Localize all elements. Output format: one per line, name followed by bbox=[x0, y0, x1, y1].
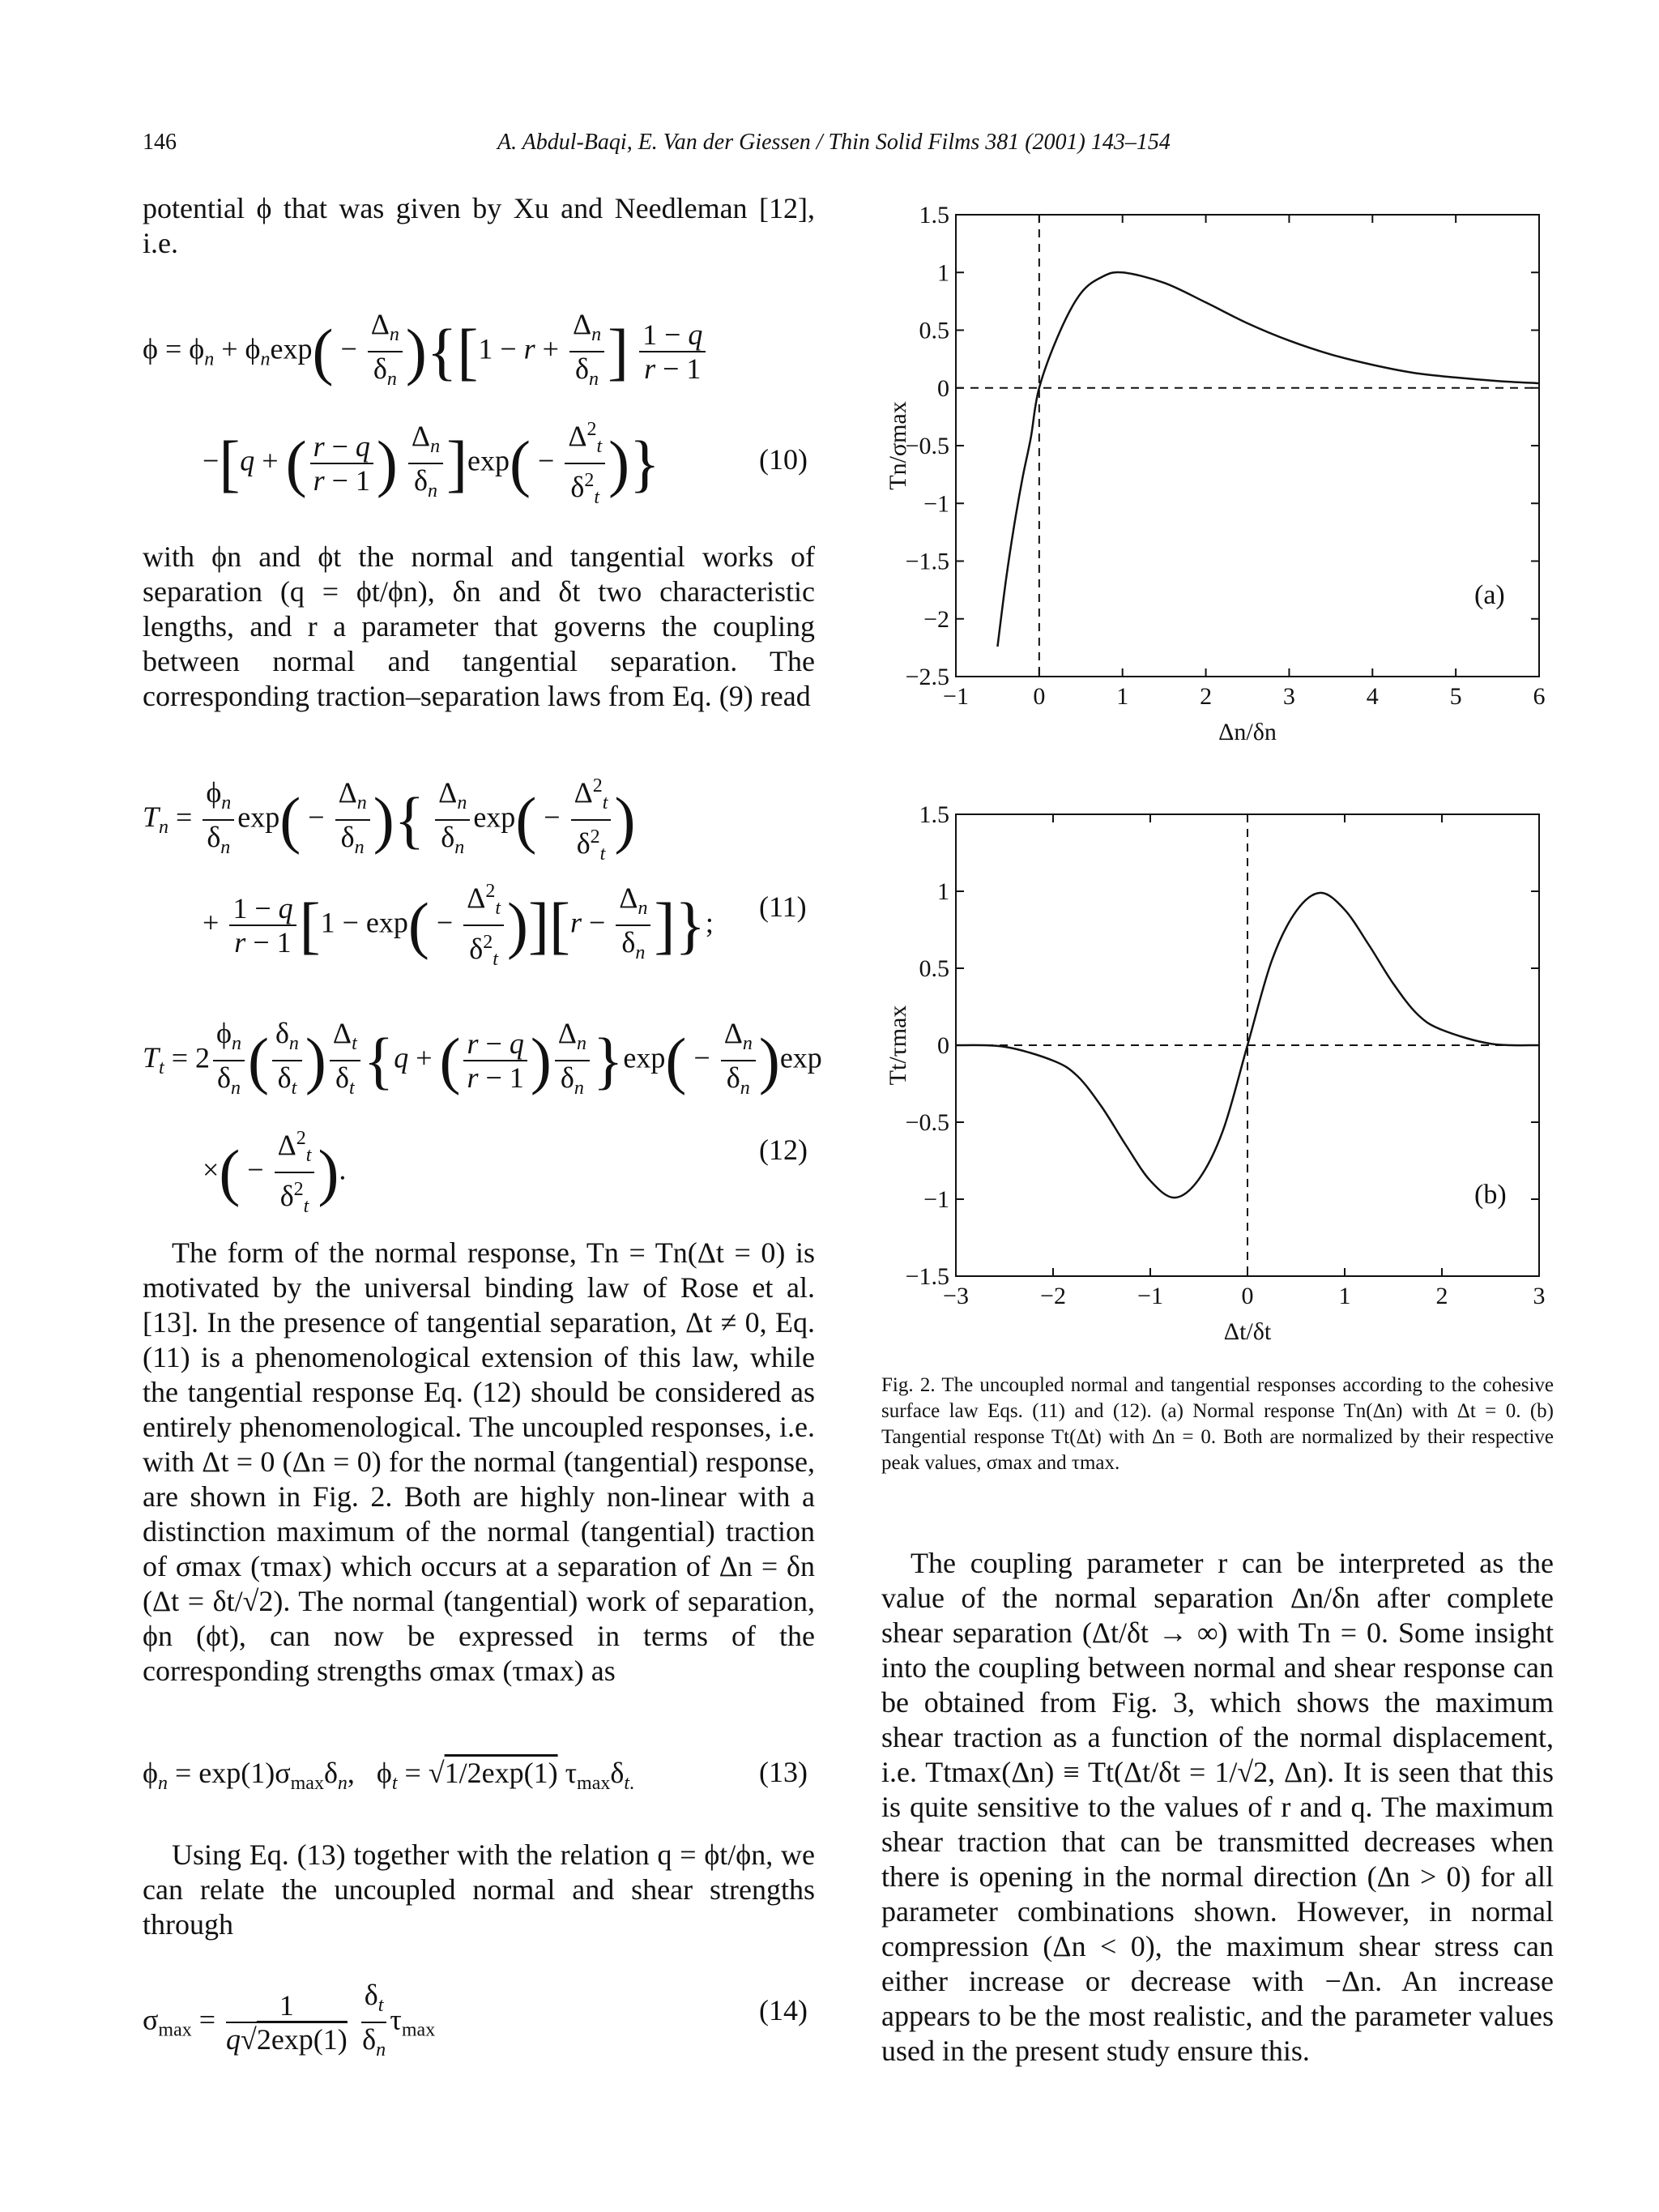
y-tick-label: −0.5 bbox=[905, 433, 949, 459]
plot-frame bbox=[956, 215, 1539, 677]
running-title: A. Abdul-Baqi, E. Van der Giessen / Thin Solid Films 381 (2001) 143–154 bbox=[497, 130, 1171, 155]
x-tick-label: 2 bbox=[1435, 1283, 1448, 1309]
x-tick-label: −2 bbox=[1040, 1283, 1066, 1309]
equation-13: $\phi_n = \exp(1)\sigma_{max}\delta_n$, $\phi_t = √1/2\exp(1)$ $\tau_{max}\delta_{t.}$ bbox=[143, 1757, 635, 1795]
y-tick-label: 1.5 bbox=[919, 801, 949, 828]
x-tick-label: 3 bbox=[1533, 1283, 1546, 1309]
y-tick-label: 0 bbox=[937, 374, 949, 402]
paragraph-after-eq10: with ϕn and ϕt the normal and tangential works of separation (q = ϕt/ϕn), δn and δt two characteristic lengths, and r a parameter that governs the coupling between normal and tangential separation. The corresponding traction–separation laws from Eq. (9) read bbox=[143, 540, 815, 712]
panel-label: (b) bbox=[1474, 1180, 1507, 1210]
y-tick-label: −2.5 bbox=[905, 664, 949, 690]
y-axis-label: Tn/σmax bbox=[885, 401, 911, 490]
y-tick-label: 0.5 bbox=[919, 955, 949, 982]
x-tick-label: −3 bbox=[943, 1283, 969, 1309]
y-tick-label: −0.5 bbox=[905, 1109, 949, 1136]
page-number: 146 bbox=[143, 130, 177, 155]
series-line bbox=[997, 272, 1539, 647]
equation-11-line2: + $\frac{1 - q}{r - 1}$ [1 − exp( − $\frac{\Delta^2_t}{\delta^2_t}$ )][r − $\frac{\Delta_n}{\delta_n}$ ]}; bbox=[203, 875, 714, 976]
equation-14-number: (14) bbox=[759, 1994, 808, 2026]
x-axis-label: Δn/δn bbox=[1218, 719, 1277, 745]
y-axis-label: Tt/τmax bbox=[885, 1005, 911, 1086]
paragraph-normal-response: The form of the normal response, Tn = Tn(Δt = 0) is motivated by the universal binding law of Rose et al. [13]. In the presence of tangential separation, Δt ≠ 0, Eq. (11) is a phenomenological extension of this law, while the tangential response Eq. (12) should be considered as entirely phenomenological. The uncoupled responses, i.e. with Δt = 0 (Δn = 0) for the normal (tangential) response, are shown in Fig. 2. Both are highly non-linear with a distinction maximum of the normal (tangential) traction of σmax (τmax) which occurs at a separation of Δn = δn (Δt = δt/√2). The normal (tangential) work of separation, ϕn (ϕt), can now be expressed in terms of the corresponding strengths σmax (τmax) as bbox=[143, 1236, 815, 1687]
paragraph-coupling: The coupling parameter r can be interpreted as the value of the normal separation Δn/δn after complete shear separation (Δt/δt → ∞) with Tn = 0. Some insight into the coupling between normal and shear response can be obtained from Fig. 3, which shows the maximum shear traction as a function of the normal displacement, i.e. Ttmax(Δn) ≡ Tt(Δt/δt = 1/√2, Δn). It is seen that this is quite sensitive to the values of r and q. The maximum shear traction that can be transmitted decreases when there is opening in the normal direction (Δn > 0) for all parameter combinations shown. However, in normal compression (Δn < 0), the maximum shear stress can either increase or decrease with −Δn. An increase appears to be the most realistic, and the parameter values used in the present study ensure this. bbox=[881, 1547, 1554, 2067]
y-tick-label: 1.5 bbox=[919, 202, 949, 228]
y-tick-label: −1.5 bbox=[905, 1263, 949, 1290]
y-tick-label: 1 bbox=[937, 259, 949, 287]
x-tick-label: 6 bbox=[1533, 683, 1546, 710]
equation-12-line2: ×( − $\frac{\Delta^2_t}{\delta^2_t}$ ). bbox=[203, 1122, 346, 1223]
y-tick-label: −2 bbox=[923, 605, 949, 633]
x-tick-label: 4 bbox=[1366, 683, 1379, 710]
x-tick-label: 0 bbox=[1033, 683, 1046, 710]
y-tick-label: −1 bbox=[923, 1186, 949, 1213]
equation-13-number: (13) bbox=[759, 1756, 808, 1788]
x-axis-label: Δt/δt bbox=[1223, 1318, 1272, 1345]
equation-11-line1: $T_n$ = $\frac{\phi_n}{\delta_n}$ exp( − $\frac{\Delta_n}{\delta_n}$ ){ $\frac{\Delta_n}{\delta_n}$ exp( − $\frac{\Delta^2_t}{\delta^2_t}$ ) bbox=[143, 770, 635, 870]
y-tick-label: −1 bbox=[923, 490, 949, 518]
x-tick-label: −1 bbox=[943, 683, 969, 710]
intro-paragraph: potential ϕ that was given by Xu and Needleman [12], i.e. bbox=[143, 192, 815, 259]
x-tick-label: 3 bbox=[1282, 683, 1295, 710]
equation-10-number: (10) bbox=[759, 443, 808, 476]
equation-12-number: (12) bbox=[759, 1134, 808, 1166]
x-tick-label: 5 bbox=[1449, 683, 1462, 710]
x-tick-label: 2 bbox=[1200, 683, 1213, 710]
x-tick-label: 1 bbox=[1338, 1283, 1351, 1309]
figure-2b-tangential-response bbox=[867, 794, 1563, 1361]
equation-11-number: (11) bbox=[759, 890, 807, 923]
equation-10-line1: $\phi = \phi_n + \phi_n\exp$( − $\frac{\Delta_n}{\delta_n}$ ){[1 − r + $\frac{\Delta_n}{\delta_n}$ ] $\frac{1 - q}{r - 1}$ bbox=[143, 308, 709, 395]
figure-2a-normal-response bbox=[867, 194, 1563, 762]
paragraph-using-eq13: Using Eq. (13) together with the relation q = ϕt/ϕn, we can relate the uncoupled normal and shear strengths through bbox=[143, 1838, 815, 1941]
y-tick-label: 0.5 bbox=[919, 317, 949, 344]
y-tick-label: 1 bbox=[937, 878, 949, 905]
y-tick-label: −1.5 bbox=[905, 548, 949, 575]
equation-10-line2: −[q + ( $\frac{r - q}{r - 1}$ ) $\frac{\Delta_n}{\delta_n}$ ]exp( − $\frac{\Delta^2_t}{\delta^2_t}$ )} bbox=[203, 413, 660, 514]
panel-label: (a) bbox=[1474, 580, 1505, 610]
y-tick-label: 0 bbox=[937, 1032, 949, 1059]
x-tick-label: 0 bbox=[1241, 1283, 1254, 1309]
x-tick-label: −1 bbox=[1137, 1283, 1163, 1309]
equation-14: $\sigma_{max}$ = $\frac{1}{q√2\exp(1)}$ $\frac{\delta_t}{\delta_n}$ $\tau_{max}$ bbox=[143, 1979, 436, 2061]
figure-caption: Fig. 2. The uncoupled normal and tangential responses according to the cohesive surface law Eqs. (11) and (12). (a) Normal response Tn(Δn) with Δt = 0. (b) Tangential response Tt(Δt) with Δn = 0. Both are normalized by their respective peak values, σmax and τmax. bbox=[881, 1374, 1554, 1474]
equation-12-line1: $T_t = 2$ $\frac{\phi_n}{\delta_n}$ ( $\frac{\delta_n}{\delta_t}$ ) $\frac{\Delta_t}{\delta_t}$ {q + ( $\frac{r - q}{r - 1}$ ) $\frac{\Delta_n}{\delta_n}$ }exp( − $\frac{\Delta_n}{\delta_n}$ )exp bbox=[143, 1017, 822, 1100]
x-tick-label: 1 bbox=[1116, 683, 1129, 710]
